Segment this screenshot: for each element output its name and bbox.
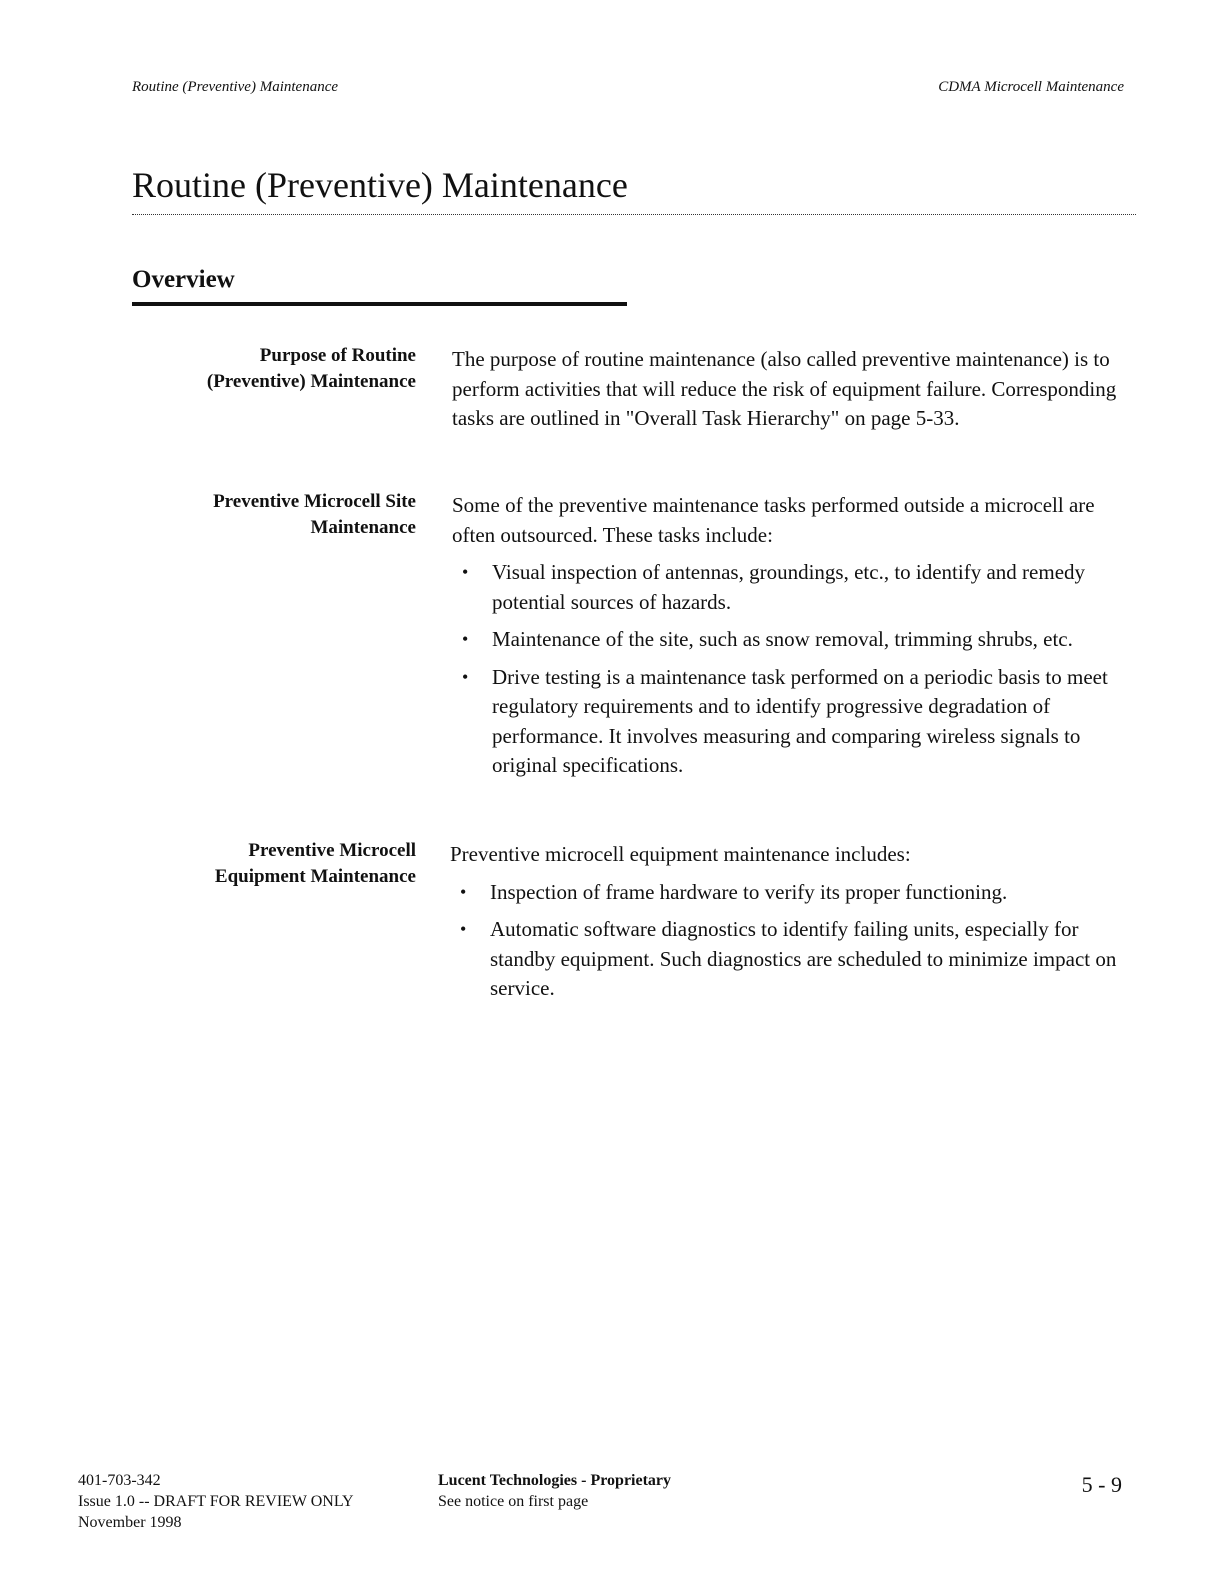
bullet-icon: • xyxy=(462,666,469,687)
side-label-line: Maintenance xyxy=(310,517,416,538)
section-heading: Overview xyxy=(132,266,235,293)
section-heading-rule xyxy=(132,302,627,306)
footer-notice: See notice on first page xyxy=(438,1493,589,1510)
list-item-text: Visual inspection of antennas, groundings, etc., to identify and remedy potential sources of hazards. xyxy=(492,560,1086,614)
side-label-site-maintenance xyxy=(146,489,416,541)
list-item xyxy=(452,625,1137,655)
paragraph: Some of the preventive maintenance tasks performed outside a microcell are often outsourced. These tasks include: xyxy=(452,493,1095,547)
bullet-list xyxy=(452,558,1137,781)
paragraph: Preventive microcell equipment maintenance includes: xyxy=(450,842,911,866)
bullet-icon: • xyxy=(460,881,467,902)
bullet-icon: • xyxy=(462,562,469,582)
footer-proprietary xyxy=(438,1470,671,1512)
side-label-equipment-maintenance xyxy=(146,838,416,890)
bullet-list xyxy=(450,878,1135,1004)
side-label-line: Preventive Microcell Site xyxy=(213,491,416,512)
page-number: 5 - 9 xyxy=(1081,1472,1122,1497)
body-equipment-maintenance xyxy=(450,840,1135,1004)
page-title: Routine (Preventive) Maintenance xyxy=(132,165,628,205)
paragraph: The purpose of routine maintenance (also called preventive maintenance) is to perform activities that will reduce the risk of equipment failure. Corresponding tasks are outlined in "Overall Task Hierarchy" on page 5-33. xyxy=(452,347,1117,430)
side-label-line: Preventive Microcell xyxy=(248,840,416,861)
bullet-icon: • xyxy=(462,629,469,649)
footer-doc-number: 401-703-342 xyxy=(78,1472,161,1489)
footer-issue: Issue 1.0 -- DRAFT FOR REVIEW ONLY xyxy=(78,1493,354,1510)
title-dotted-rule xyxy=(132,214,1136,215)
footer-doc-info xyxy=(78,1470,354,1533)
list-item-text: Inspection of frame hardware to verify its proper functioning. xyxy=(490,879,1008,904)
side-label-line: Purpose of Routine xyxy=(259,345,416,366)
list-item-text: Automatic software diagnostics to identify failing units, especially for standby equipment. Such diagnostics are scheduled to minimize impact on service. xyxy=(490,917,1117,1000)
list-item xyxy=(452,663,1137,781)
running-header-right: CDMA Microcell Maintenance xyxy=(938,79,1124,95)
list-item-text: Drive testing is a maintenance task performed on a periodic basis to meet regulatory requirements and to identify progressive degradation of performance. It involves measuring and comparing wireless signals to original specifications. xyxy=(492,664,1108,777)
list-item xyxy=(450,878,1135,908)
side-label-purpose xyxy=(146,343,416,395)
footer-company: Lucent Technologies - Proprietary xyxy=(438,1472,672,1489)
list-item xyxy=(452,558,1137,617)
body-site-maintenance xyxy=(452,491,1137,781)
running-header-left: Routine (Preventive) Maintenance xyxy=(132,79,339,95)
footer-date: November 1998 xyxy=(78,1514,182,1531)
list-item xyxy=(450,915,1135,1004)
list-item-text: Maintenance of the site, such as snow removal, trimming shrubs, etc. xyxy=(492,627,1073,651)
side-label-line: Equipment Maintenance xyxy=(214,866,416,887)
bullet-icon: • xyxy=(460,919,467,939)
side-label-line: (Preventive) Maintenance xyxy=(206,371,416,392)
body-purpose xyxy=(452,345,1137,434)
